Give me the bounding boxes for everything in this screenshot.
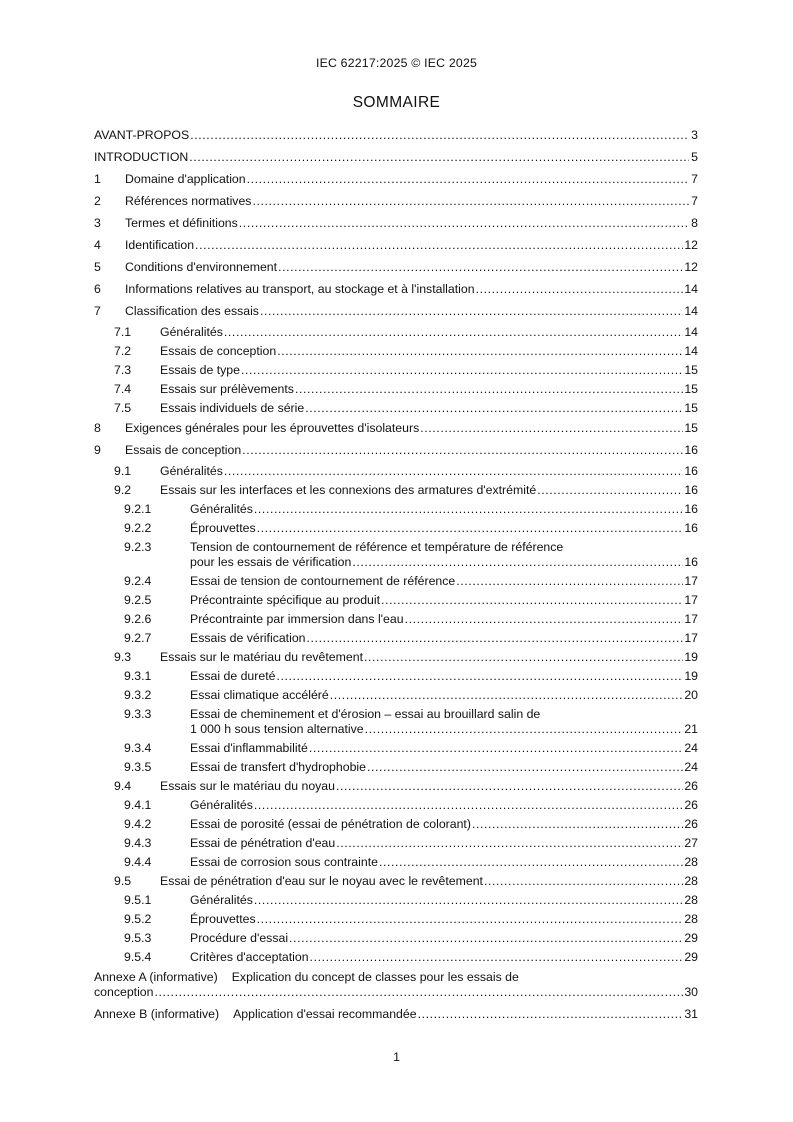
toc-page-number: 28	[684, 912, 698, 926]
toc-dot-leader	[289, 931, 683, 946]
toc-dot-leader	[309, 741, 683, 756]
toc-entry[interactable]	[94, 796, 698, 815]
toc-dot-leader	[224, 325, 683, 340]
toc-entry-title: Domaine d'application	[125, 172, 246, 186]
toc-entry-number: 9.3.2	[124, 688, 152, 702]
toc-entry-number: Annexe B (informative)	[94, 1007, 220, 1021]
toc-dot-leader	[189, 150, 689, 165]
toc-entry-number: 9.4.4	[124, 855, 152, 869]
toc-dot-leader	[379, 855, 683, 870]
toc-page-number: 28	[684, 893, 698, 907]
toc-entry-title: Généralités	[160, 464, 223, 478]
toc-entry-title: Application d'essai recommandée	[233, 1007, 417, 1021]
toc-page-number: 8	[691, 216, 698, 230]
toc-dot-leader	[476, 282, 684, 297]
toc-dot-leader	[472, 817, 683, 832]
toc-page-number: 21	[684, 722, 698, 736]
toc-entry-number: 9.5.4	[124, 950, 152, 964]
toc-entry-title: Essais de vérification	[190, 631, 306, 645]
toc-entry-number: 2	[94, 194, 101, 208]
toc-entry-number: 9	[94, 443, 101, 457]
toc-entry-number: 7.3	[114, 363, 132, 377]
toc-entry-title: INTRODUCTION	[94, 150, 189, 164]
toc-entry[interactable]	[94, 191, 698, 213]
toc-entry-title: Essai de pénétration d'eau	[190, 836, 336, 850]
toc-entry[interactable]	[94, 610, 698, 629]
toc-entry[interactable]	[94, 686, 698, 705]
toc-entry-title: Essai d'inflammabilité	[190, 741, 308, 755]
toc-entry[interactable]	[94, 361, 698, 380]
toc-page-number: 17	[684, 612, 698, 626]
toc-entry-title: Critères d'acceptation	[190, 950, 309, 964]
toc-entry-number: 9.2.2	[124, 521, 152, 535]
toc-entry-title: Procédure d'essai	[190, 931, 289, 945]
toc-entry[interactable]	[94, 323, 698, 342]
toc-dot-leader	[239, 216, 689, 231]
toc-entry[interactable]	[94, 440, 698, 462]
toc-dot-leader	[242, 443, 683, 458]
toc-entry[interactable]	[94, 891, 698, 910]
toc-entry-title: Identification	[125, 238, 195, 252]
toc-entry-title: Précontrainte par immersion dans l'eau	[190, 612, 404, 626]
toc-dot-leader	[365, 722, 684, 737]
toc-entry-number: 8	[94, 421, 101, 435]
toc-entry-title: Essais de conception	[125, 443, 242, 457]
toc-page-number: 14	[684, 282, 698, 296]
toc-entry[interactable]	[94, 1004, 698, 1026]
toc-entry-number: 9.5.3	[124, 931, 152, 945]
toc-page-number: 27	[684, 836, 698, 850]
toc-page-number: 12	[684, 260, 698, 274]
toc-page-number: 30	[684, 985, 698, 999]
toc-entry-title: Précontrainte spécifique au produit	[190, 593, 381, 607]
toc-entry-number: 9.2.4	[124, 574, 152, 588]
toc-dot-leader	[154, 985, 683, 1000]
toc-entry-number: 1	[94, 172, 101, 186]
toc-dot-leader	[241, 363, 683, 378]
toc-entry-title: Conditions d'environnement	[125, 260, 278, 274]
toc-entry[interactable]	[94, 169, 698, 191]
toc-entry[interactable]	[94, 739, 698, 758]
toc-dot-leader	[190, 128, 689, 143]
toc-page-number: 24	[684, 760, 698, 774]
toc-entry-number: 9.3.1	[124, 669, 152, 683]
toc-dot-leader	[254, 502, 683, 517]
toc-entry-number: 9.2.6	[124, 612, 152, 626]
toc-entry[interactable]	[94, 948, 698, 967]
toc-page-number: 16	[684, 464, 698, 478]
toc-page-number: 24	[684, 741, 698, 755]
toc-entry-title: Essai de cheminement et d'érosion – essai au brouillard salin de	[190, 707, 541, 721]
toc-entry[interactable]	[94, 648, 698, 667]
toc-title: SOMMAIRE	[352, 94, 441, 111]
toc-entry[interactable]	[94, 572, 698, 591]
toc-entry-title: Généralités	[190, 893, 253, 907]
toc-dot-leader	[310, 950, 684, 965]
toc-dot-leader	[418, 1007, 684, 1022]
toc-entry[interactable]	[94, 758, 698, 777]
toc-entry[interactable]	[94, 125, 698, 147]
toc-entry-number: 7.5	[114, 401, 132, 415]
toc-entry-number: 9.4.3	[124, 836, 152, 850]
toc-dot-leader	[330, 688, 684, 703]
toc-entry-number: 7	[94, 304, 101, 318]
toc-page-number: 16	[684, 521, 698, 535]
toc-entry-number: 9.3.5	[124, 760, 152, 774]
toc-page-number: 28	[684, 855, 698, 869]
toc-entry[interactable]	[94, 279, 698, 301]
toc-entry[interactable]	[94, 705, 698, 739]
toc-dot-leader	[276, 669, 683, 684]
toc-entry[interactable]	[94, 853, 698, 872]
toc-entry-title: Généralités	[190, 502, 253, 516]
toc-entry-number: 7.4	[114, 382, 132, 396]
toc-page-number: 29	[684, 950, 698, 964]
toc-dot-leader	[257, 912, 684, 927]
toc-entry-title: Éprouvettes	[190, 521, 256, 535]
toc-entry-title: Essais sur le matériau du revêtement	[160, 650, 363, 664]
toc-entry[interactable]	[94, 235, 698, 257]
toc-entry[interactable]	[94, 257, 698, 279]
toc-entry-number: 9.2	[114, 483, 132, 497]
toc-page-number: 16	[684, 555, 698, 569]
toc-entry[interactable]	[94, 667, 698, 686]
toc-entry[interactable]	[94, 500, 698, 519]
toc-entry-title: Explication du concept de classes pour les essais de	[231, 970, 519, 984]
toc-entry-title: Références normatives	[125, 194, 252, 208]
toc-dot-leader	[456, 574, 683, 589]
toc-entry[interactable]	[94, 777, 698, 796]
document-header: IEC 62217:2025 © IEC 2025	[315, 56, 478, 70]
toc-entry-number: 9.3.4	[124, 741, 152, 755]
toc-entry-number: 9.2.5	[124, 593, 152, 607]
toc-entry-number: 9.1	[114, 464, 132, 478]
toc-dot-leader	[254, 798, 683, 813]
toc-entry[interactable]	[94, 591, 698, 610]
toc-entry-title: Essai de porosité (essai de pénétration de colorant)	[190, 817, 471, 831]
table-of-contents	[94, 125, 698, 1026]
toc-page-number: 16	[684, 483, 698, 497]
toc-entry-number: 3	[94, 216, 101, 230]
toc-dot-leader	[252, 194, 689, 209]
toc-entry[interactable]	[94, 342, 698, 361]
toc-entry-number: 7.1	[114, 325, 132, 339]
toc-page-number: 7	[691, 172, 698, 186]
toc-dot-leader	[420, 421, 683, 436]
toc-page-number: 16	[684, 502, 698, 516]
toc-dot-leader	[305, 401, 683, 416]
toc-page-number: 31	[684, 1007, 698, 1021]
toc-page-number: 26	[684, 779, 698, 793]
toc-entry-title: Essai de tension de contournement de référence	[190, 574, 456, 588]
toc-page-number: 12	[684, 238, 698, 252]
toc-entry[interactable]	[94, 418, 698, 440]
toc-entry-number: 9.5.2	[124, 912, 152, 926]
toc-dot-leader	[254, 893, 683, 908]
toc-entry-number: Annexe A (informative)	[94, 970, 218, 984]
toc-dot-leader	[195, 238, 683, 253]
toc-entry-number: 9.5.1	[124, 893, 152, 907]
toc-entry-title: Essais individuels de série	[160, 401, 305, 415]
toc-entry[interactable]	[94, 929, 698, 948]
toc-entry[interactable]	[94, 301, 698, 323]
toc-entry-title: Essai de transfert d'hydrophobie	[190, 760, 366, 774]
toc-entry-number: 9.4.1	[124, 798, 152, 812]
toc-dot-leader	[367, 760, 683, 775]
toc-entry-title: Informations relatives au transport, au stockage et à l'installation	[125, 282, 475, 296]
toc-dot-leader	[295, 382, 683, 397]
toc-dot-leader	[405, 612, 684, 627]
toc-entry-title: Tension de contournement de référence et température de référence	[190, 540, 564, 554]
toc-page-number: 28	[684, 874, 698, 888]
toc-entry[interactable]	[94, 462, 698, 481]
toc-entry-number: 9.4.2	[124, 817, 152, 831]
toc-dot-leader	[352, 555, 683, 570]
toc-entry-number: 9.2.1	[124, 502, 152, 516]
toc-entry-number: 9.2.3	[124, 540, 152, 554]
toc-entry-title-continued: pour les essais de vérification	[190, 555, 352, 569]
toc-page-number: 20	[684, 688, 698, 702]
toc-page-number: 14	[684, 325, 698, 339]
toc-page-number: 29	[684, 931, 698, 945]
toc-entry[interactable]	[94, 967, 698, 1004]
toc-entry[interactable]	[94, 872, 698, 891]
toc-page-number: 15	[684, 363, 698, 377]
toc-dot-leader	[336, 836, 683, 851]
toc-entry-number: 9.4	[114, 779, 132, 793]
toc-entry-title: Termes et définitions	[125, 216, 238, 230]
toc-page-number: 7	[691, 194, 698, 208]
toc-entry[interactable]	[94, 481, 698, 500]
toc-page-number: 26	[684, 817, 698, 831]
toc-entry[interactable]	[94, 538, 698, 572]
toc-page-number: 5	[691, 150, 698, 164]
toc-dot-leader	[364, 650, 683, 665]
toc-entry-title: Essai climatique accéléré	[190, 688, 329, 702]
toc-entry[interactable]	[94, 834, 698, 853]
toc-entry[interactable]	[94, 629, 698, 648]
toc-page-number: 15	[684, 401, 698, 415]
toc-page-number: 19	[684, 669, 698, 683]
toc-entry[interactable]	[94, 815, 698, 834]
toc-entry-title: AVANT-PROPOS	[94, 128, 190, 142]
toc-entry-number: 5	[94, 260, 101, 274]
toc-entry-number: 7.2	[114, 344, 132, 358]
toc-page-number: 17	[684, 593, 698, 607]
toc-entry-number: 4	[94, 238, 101, 252]
toc-entry-number: 9.2.7	[124, 631, 152, 645]
toc-entry-title: Essais de type	[160, 363, 240, 377]
toc-entry-title: Essais sur le matériau du noyau	[160, 779, 335, 793]
toc-page-number: 17	[684, 574, 698, 588]
toc-dot-leader	[224, 464, 683, 479]
toc-entry-title-continued: 1 000 h sous tension alternative	[190, 722, 364, 736]
toc-dot-leader	[260, 304, 683, 319]
toc-dot-leader	[278, 260, 683, 275]
toc-entry[interactable]	[94, 213, 698, 235]
toc-page-number: 17	[684, 631, 698, 645]
toc-entry-title: Généralités	[190, 798, 253, 812]
toc-entry-title: Éprouvettes	[190, 912, 256, 926]
toc-dot-leader	[537, 483, 683, 498]
toc-entry-title: Généralités	[160, 325, 223, 339]
toc-page-number: 16	[684, 443, 698, 457]
toc-entry[interactable]	[94, 519, 698, 538]
toc-page-number: 15	[684, 421, 698, 435]
toc-page-number: 19	[684, 650, 698, 664]
toc-dot-leader	[336, 779, 683, 794]
toc-entry-number: 6	[94, 282, 101, 296]
toc-dot-leader	[484, 874, 683, 889]
toc-dot-leader	[307, 631, 684, 646]
toc-entry[interactable]	[94, 399, 698, 418]
toc-entry-title: Essai de dureté	[190, 669, 276, 683]
toc-entry-number: 9.5	[114, 874, 132, 888]
toc-entry-title: Exigences générales pour les éprouvettes d'isolateurs	[125, 421, 420, 435]
toc-entry-title: Classification des essais	[125, 304, 259, 318]
toc-entry-title-continued: conception	[94, 985, 154, 999]
toc-page-number: 14	[684, 344, 698, 358]
toc-dot-leader	[247, 172, 689, 187]
toc-entry-title: Essai de corrosion sous contrainte	[190, 855, 378, 869]
toc-page-number: 26	[684, 798, 698, 812]
toc-entry-title: Essais sur les interfaces et les connexions des armatures d'extrémité	[160, 483, 537, 497]
toc-entry[interactable]	[94, 147, 698, 169]
toc-entry-title: Essais de conception	[160, 344, 277, 358]
page-number: 1	[393, 1050, 400, 1064]
toc-page-number: 14	[684, 304, 698, 318]
toc-entry-number: 9.3	[114, 650, 132, 664]
toc-entry-title: Essais sur prélèvements	[160, 382, 294, 396]
toc-page-number: 15	[684, 382, 698, 396]
toc-dot-leader	[381, 593, 683, 608]
toc-page-number: 3	[691, 128, 698, 142]
toc-entry[interactable]	[94, 380, 698, 399]
toc-dot-leader	[257, 521, 684, 536]
toc-dot-leader	[277, 344, 683, 359]
toc-entry[interactable]	[94, 910, 698, 929]
toc-entry-title: Essai de pénétration d'eau sur le noyau avec le revêtement	[160, 874, 483, 888]
toc-entry-number: 9.3.3	[124, 707, 152, 721]
